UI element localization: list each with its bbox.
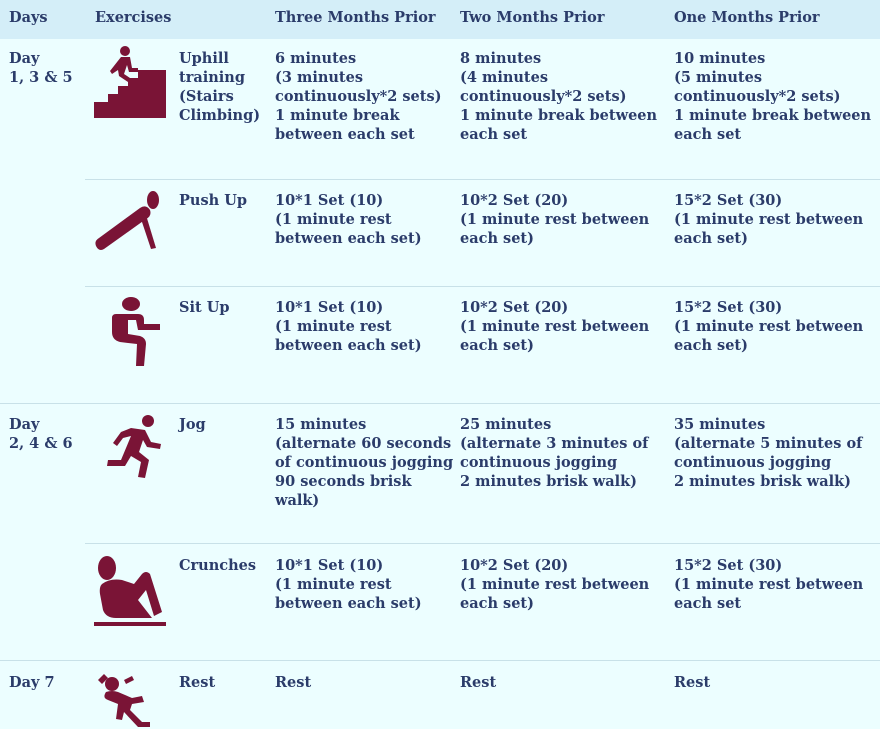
two-months-value: Rest bbox=[460, 674, 497, 691]
one-month-value: 10 minutes (5 minutes continuously*2 sets) 1 minute break between each set bbox=[674, 50, 872, 143]
header-exercises: Exercises bbox=[95, 9, 172, 26]
day-group-label: Day 7 bbox=[9, 674, 55, 691]
two-months-value: 10*2 Set (20) (1 minute rest between each set) bbox=[460, 192, 650, 247]
exercise-name: Rest bbox=[179, 674, 216, 691]
three-months-value: 6 minutes (3 minutes continuously*2 sets) 1 minute break between each set bbox=[275, 50, 442, 143]
one-month-value: Rest bbox=[674, 674, 711, 691]
stairs-climbing-icon bbox=[94, 46, 168, 120]
header-two-months: Two Months Prior bbox=[460, 9, 605, 26]
jogging-icon bbox=[101, 414, 163, 480]
two-months-value: 10*2 Set (20) (1 minute rest between each set) bbox=[460, 299, 650, 354]
one-month-value: 35 minutes (alternate 5 minutes of continuous jogging 2 minutes brisk walk) bbox=[674, 416, 863, 490]
three-months-value: 15 minutes (alternate 60 seconds of continuous jogging 90 seconds brisk walk) bbox=[275, 416, 454, 509]
push-up-icon bbox=[94, 188, 162, 252]
exercise-name: Uphill training (Stairs Climbing) bbox=[179, 50, 261, 124]
group-divider bbox=[0, 403, 880, 404]
one-month-value: 15*2 Set (30) (1 minute rest between each set) bbox=[674, 299, 864, 354]
one-month-value: 15*2 Set (30) (1 minute rest between each set bbox=[674, 557, 864, 612]
day-group-label: Day 2, 4 & 6 bbox=[9, 416, 73, 452]
header-days: Days bbox=[9, 9, 48, 26]
sit-up-icon bbox=[106, 296, 162, 368]
three-months-value: 10*1 Set (10) (1 minute rest between each set) bbox=[275, 299, 422, 354]
rest-icon bbox=[98, 672, 154, 728]
exercise-name: Jog bbox=[179, 416, 206, 433]
two-months-value: 8 minutes (4 minutes continuously*2 sets) 1 minute break between each set bbox=[460, 50, 658, 143]
two-months-value: 10*2 Set (20) (1 minute rest between each set) bbox=[460, 557, 650, 612]
header-three-months: Three Months Prior bbox=[275, 9, 436, 26]
row-divider bbox=[85, 286, 880, 287]
exercise-name: Crunches bbox=[179, 557, 257, 574]
day-group-label: Day 1, 3 & 5 bbox=[9, 50, 73, 86]
one-month-value: 15*2 Set (30) (1 minute rest between each set) bbox=[674, 192, 864, 247]
row-divider bbox=[85, 543, 880, 544]
three-months-value: 10*1 Set (10) (1 minute rest between each set) bbox=[275, 192, 422, 247]
three-months-value: Rest bbox=[275, 674, 312, 691]
two-months-value: 25 minutes (alternate 3 minutes of continuous jogging 2 minutes brisk walk) bbox=[460, 416, 649, 490]
crunches-icon bbox=[94, 554, 166, 628]
table-header bbox=[0, 0, 880, 39]
exercise-name: Push Up bbox=[179, 192, 247, 209]
exercise-name: Sit Up bbox=[179, 299, 230, 316]
group-divider bbox=[0, 660, 880, 661]
row-divider bbox=[85, 179, 880, 180]
three-months-value: 10*1 Set (10) (1 minute rest between each set) bbox=[275, 557, 422, 612]
header-one-month: One Months Prior bbox=[674, 9, 820, 26]
